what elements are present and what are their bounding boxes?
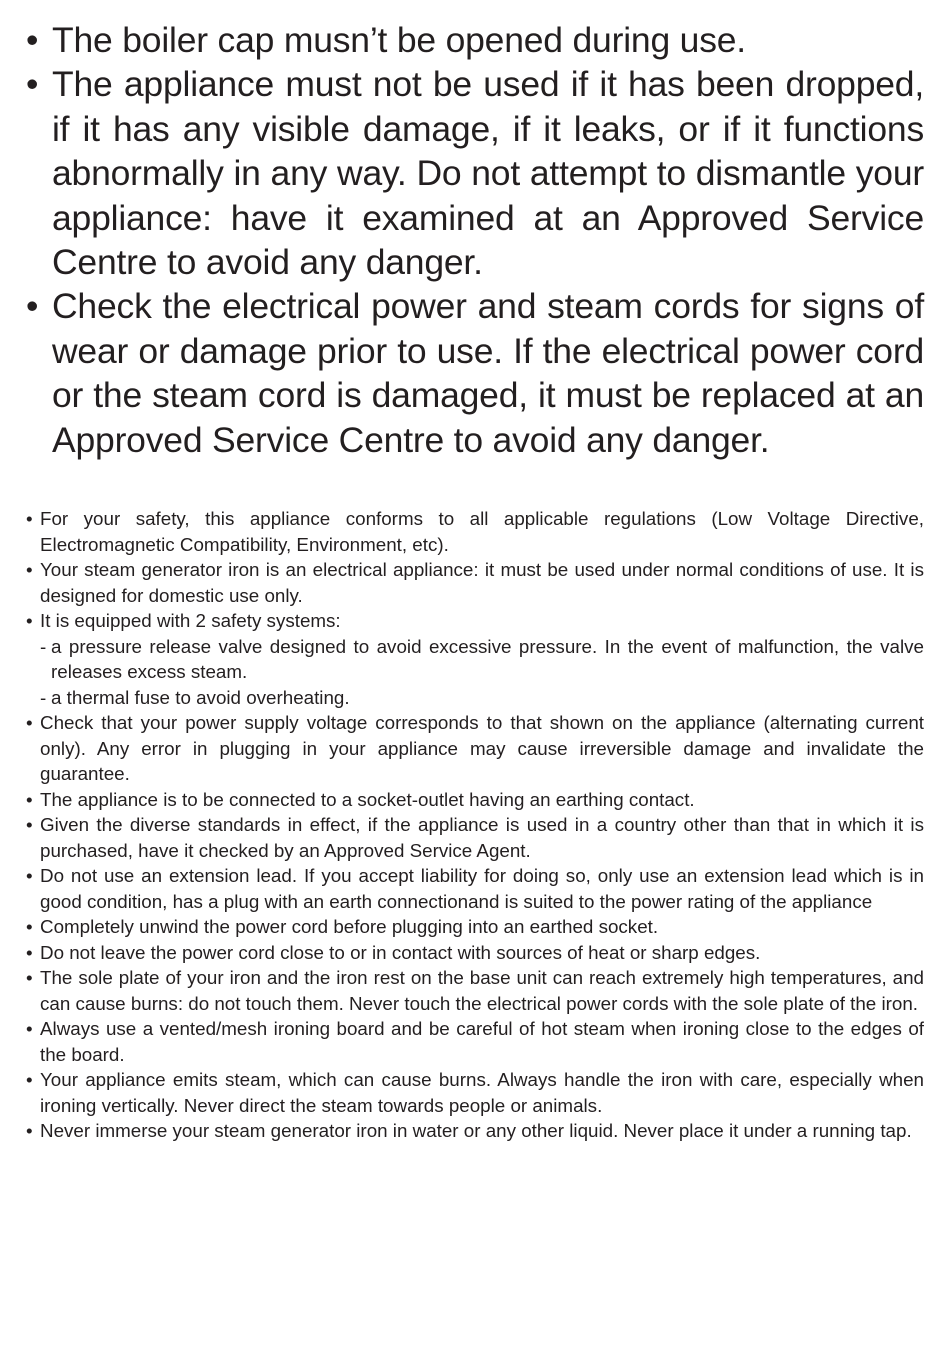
rule-item	[26, 557, 924, 608]
rule-text: Completely unwind the power cord before plugging into an earthed socket.	[40, 916, 659, 937]
rule-item	[26, 1016, 924, 1067]
rule-text: For your safety, this appliance conforms to all applicable regulations (Low Voltage Directive, Electromagnetic Compatibility, Environment, etc).	[40, 508, 924, 555]
rule-item	[26, 914, 924, 940]
rule-text: It is equipped with 2 safety systems:	[40, 610, 341, 631]
warning-item	[26, 18, 924, 62]
bullet-icon: •	[26, 814, 33, 835]
safety-systems-list	[40, 634, 924, 711]
bullet-icon: •	[26, 286, 39, 327]
rule-item	[26, 863, 924, 914]
rule-item	[26, 1118, 924, 1144]
rule-item	[26, 608, 924, 710]
safety-rules-list	[26, 506, 924, 1144]
bullet-icon: •	[26, 559, 33, 580]
rule-text: Do not leave the power cord close to or in contact with sources of heat or sharp edges.	[40, 941, 761, 963]
bullet-icon: •	[26, 967, 33, 988]
rule-text: The sole plate of your iron and the iron rest on the base unit can reach extremely high temperatures, and can cause burns: do not touch them. Never touch the electrical power cords with the sole plate of the iron.	[40, 967, 924, 1014]
rule-item	[26, 965, 924, 1016]
rule-item	[26, 710, 924, 787]
dash-icon: -	[40, 635, 47, 657]
rule-text: Given the diverse standards in effect, if the appliance is used in a country other than that in which it is purchased, have it checked by an Approved Service Agent.	[40, 814, 924, 861]
safety-system-text: a thermal fuse to avoid overheating.	[51, 686, 350, 708]
bullet-icon: •	[26, 865, 33, 886]
bullet-icon: •	[26, 1018, 33, 1039]
rule-text: Do not use an extension lead. If you accept liability for doing so, only use an extension lead which is in good condition, has a plug with an earth connectionand is suited to the power rating of the appliance	[40, 865, 924, 912]
bullet-icon: •	[26, 20, 39, 60]
bullet-icon: •	[26, 788, 33, 810]
rule-text: Your steam generator iron is an electrical appliance: it must be used under normal conditions of use. It is designed for domestic use only.	[40, 559, 924, 606]
warning-text: The appliance must not be used if it has been dropped, if it has any visible damage, if it leaks, or if it functions abnormally in any way. Do not attempt to dismantle your appliance: have it examined at an Approved Service Centre to avoid any danger.	[52, 64, 924, 283]
important-warnings-list	[26, 18, 924, 462]
rule-item	[26, 506, 924, 557]
warning-text: Check the electrical power and steam cords for signs of wear or damage prior to use. If the electrical power cord or the steam cord is damaged, it must be replaced at an Approved Service Centre to avoid any danger.	[52, 286, 924, 460]
rule-text: Check that your power supply voltage corresponds to that shown on the appliance (alternating current only). Any error in plugging in your appliance may cause irreversible damage and invalidate the guarantee.	[40, 712, 924, 784]
rule-item	[26, 812, 924, 863]
bullet-icon: •	[26, 1069, 33, 1090]
rule-text: The appliance is to be connected to a socket-outlet having an earthing contact.	[40, 788, 695, 810]
rule-text: Never immerse your steam generator iron in water or any other liquid. Never place it under a running tap.	[40, 1120, 912, 1141]
rule-text: Your appliance emits steam, which can cause burns. Always handle the iron with care, especially when ironing vertically. Never direct the steam towards people or animals.	[40, 1069, 924, 1116]
safety-system-item	[40, 634, 924, 685]
bullet-icon: •	[26, 64, 39, 105]
warning-item	[26, 62, 924, 284]
bullet-icon: •	[26, 1120, 33, 1141]
bullet-icon: •	[26, 610, 33, 631]
dash-icon: -	[40, 686, 47, 708]
rule-item	[26, 1067, 924, 1118]
bullet-icon: •	[26, 712, 33, 733]
warning-item	[26, 284, 924, 462]
bullet-icon: •	[26, 508, 33, 529]
bullet-icon: •	[26, 916, 33, 937]
warning-text: The boiler cap musn’t be opened during use.	[52, 20, 746, 60]
safety-system-item	[40, 685, 924, 711]
rule-item	[26, 940, 924, 966]
bullet-icon: •	[26, 941, 33, 963]
rule-text: Always use a vented/mesh ironing board and be careful of hot steam when ironing close to the edges of the board.	[40, 1018, 924, 1065]
rule-item	[26, 787, 924, 813]
safety-system-text: a pressure release valve designed to avoid excessive pressure. In the event of malfunction, the valve releases excess steam.	[51, 635, 924, 682]
